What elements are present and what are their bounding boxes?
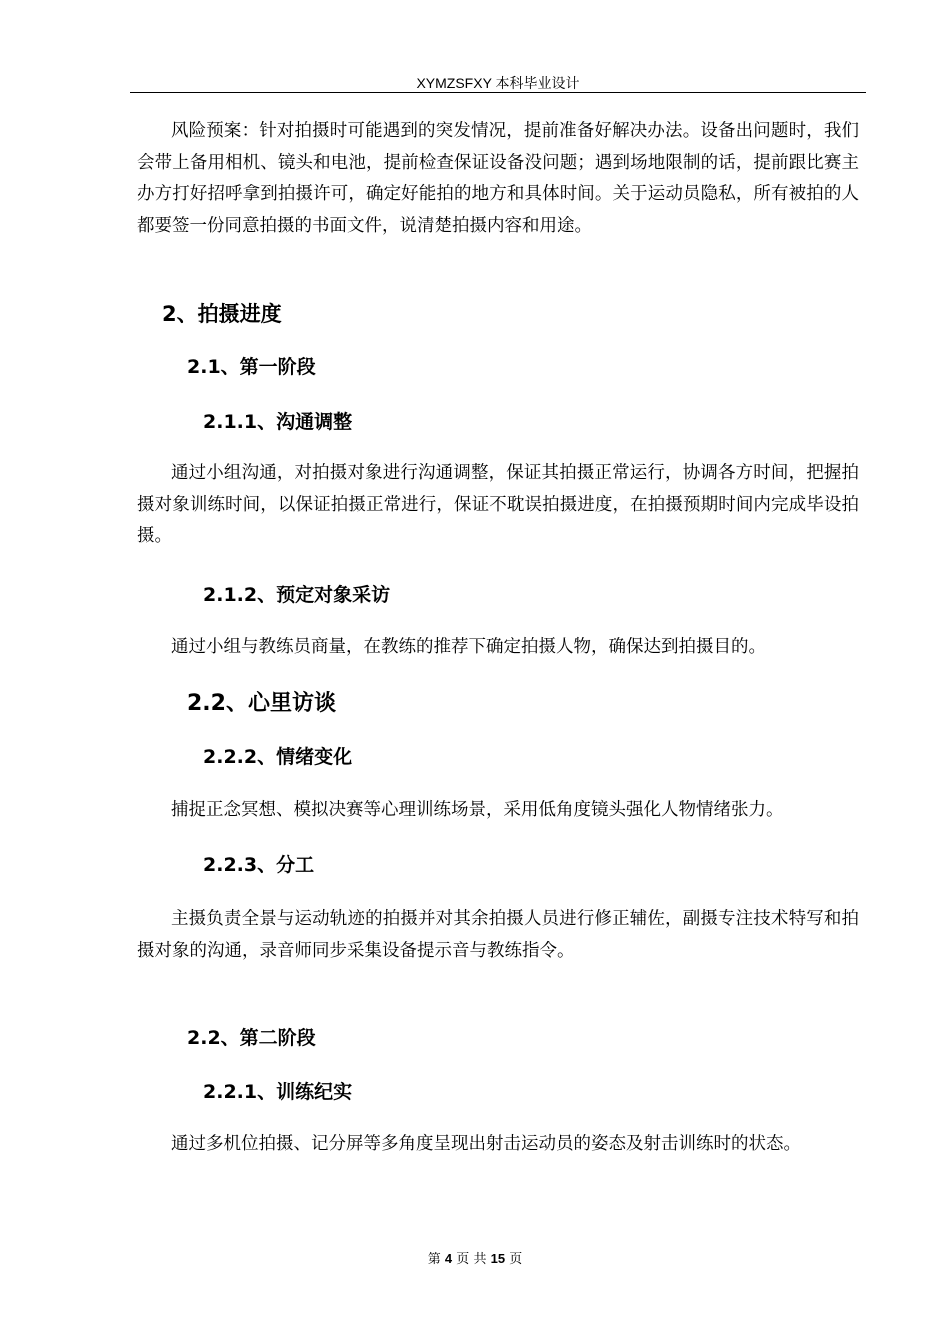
page-header-title: XYMZSFXY 本科毕业设计 [416, 75, 580, 91]
subsubsection-heading-communication: 2.1.1、沟通调整 [203, 411, 353, 433]
page-footer [0, 1248, 950, 1267]
header-divider [130, 92, 866, 93]
subsubsection-heading-training-record: 2.2.1、训练纪实 [203, 1081, 353, 1103]
subsubsection-heading-division-of-labor: 2.2.3、分工 [203, 854, 315, 876]
risk-plan-paragraph: 风险预案：针对拍摄时可能遇到的突发情况，提前准备好解决办法。设备出问题时，我们会带上备用相机、镜头和电池，提前检查保证设备没问题；遇到场地限制的话，提前跟比赛主办方打好招呼拿到拍摄许可，确定好能拍的地方和具体时间。关于运动员隐私，所有被拍的人都要签一份同意拍摄的书面文件，说清楚拍摄内容和用途。 [137, 121, 859, 236]
division-of-labor-paragraph: 主摄负责全景与运动轨迹的拍摄并对其余拍摄人员进行修正辅佐，副摄专注技术特写和拍摄对象的沟通，录音师同步采集设备提示音与教练指令。 [137, 909, 859, 961]
subsubsection-heading-interview-subjects: 2.1.2、预定对象采访 [203, 584, 391, 606]
footer-total-pages: 15 [490, 1251, 506, 1266]
subsection-heading-phase-one: 2.1、第一阶段 [187, 356, 316, 378]
subsection-heading-psych-interview: 2.2、心里访谈 [187, 691, 336, 716]
footer-suffix: 页 [509, 1252, 523, 1267]
communication-paragraph: 通过小组沟通，对拍摄对象进行沟通调整，保证其拍摄正常运行，协调各方时间，把握拍摄对象训练时间，以保证拍摄正常进行，保证不耽误拍摄进度，在拍摄预期时间内完成毕设拍摄。 [137, 463, 859, 546]
section-heading-schedule: 2、拍摄进度 [162, 302, 282, 326]
footer-prefix: 第 [427, 1252, 441, 1267]
footer-total-word: 共 [473, 1252, 487, 1267]
interview-subjects-paragraph: 通过小组与教练员商量，在教练的推荐下确定拍摄人物，确保达到拍摄目的。 [171, 637, 766, 657]
footer-current-page: 4 [444, 1251, 453, 1266]
subsubsection-heading-emotion-change: 2.2.2、情绪变化 [203, 746, 353, 768]
subsection-heading-phase-two: 2.2、第二阶段 [187, 1027, 316, 1049]
emotion-change-paragraph: 捕捉正念冥想、模拟决赛等心理训练场景，采用低角度镜头强化人物情绪张力。 [171, 800, 784, 820]
footer-page-word: 页 [456, 1252, 470, 1267]
training-record-paragraph: 通过多机位拍摄、记分屏等多角度呈现出射击运动员的姿态及射击训练时的状态。 [171, 1134, 801, 1154]
